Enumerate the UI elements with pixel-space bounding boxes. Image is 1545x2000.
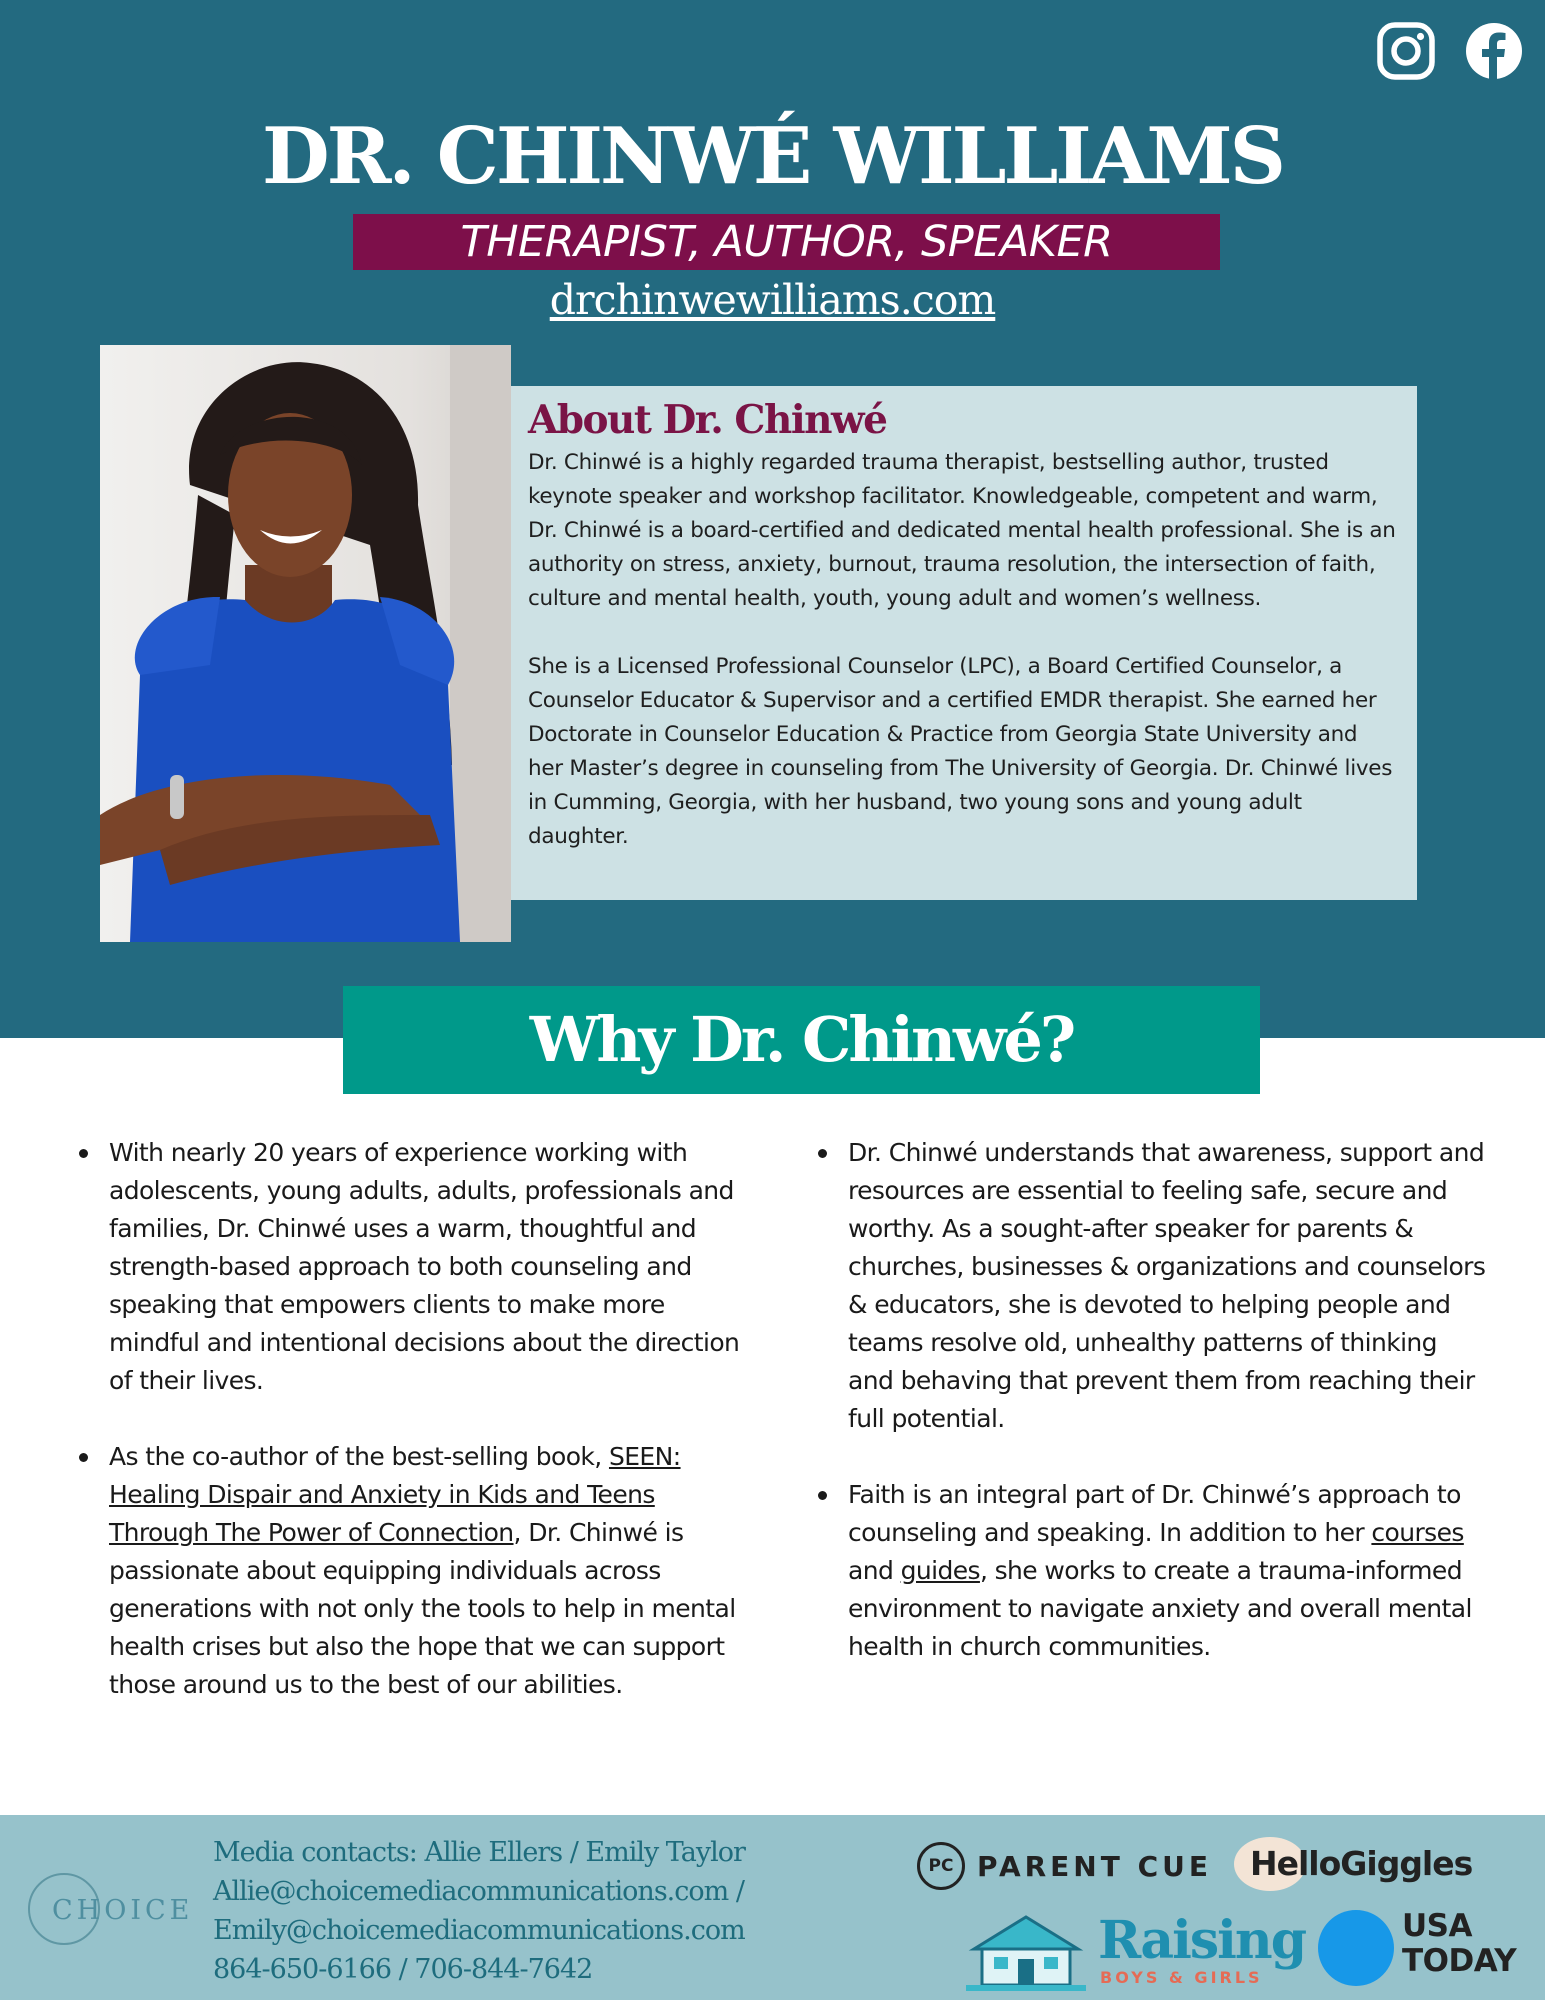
raising-boys-girls-logo: [966, 1910, 1306, 1993]
hellogiggles-text: HelloGiggles: [1250, 1844, 1473, 1883]
website-link-row: [0, 270, 1545, 330]
why-column-left: [77, 1134, 747, 1704]
contact-email[interactable]: Allie@choicemediacommunications.com /: [213, 1876, 744, 1907]
social-links: [1377, 22, 1523, 80]
about-heading: About Dr. Chinwé: [528, 397, 887, 443]
guides-link[interactable]: guides: [900, 1556, 980, 1585]
bullet-text: , Dr. Chinwé is passionate about equipping individuals across generations with not only the tools to help in mental health crises but also the hope that we can support those around us to the best of our abilities.: [109, 1518, 736, 1699]
parent-cue-mark: PC: [917, 1842, 965, 1890]
house-icon: [966, 1913, 1086, 1993]
courses-link[interactable]: courses: [1371, 1518, 1464, 1547]
raising-text: Raising: [1098, 1910, 1306, 1971]
usa-today-text: [1402, 1909, 1516, 1979]
instagram-icon[interactable]: [1377, 22, 1435, 80]
contact-phones: 864-650-6166 / 706-844-7642: [213, 1954, 593, 1985]
bullet-item: [816, 1476, 1486, 1666]
usa-today-logo: [1318, 1895, 1528, 1995]
about-paragraph: Dr. Chinwé is a highly regarded trauma therapist, bestselling author, trusted keynote speaker and workshop facilitator. Knowledgeable, competent and warm, Dr. Chinwé is a board-certified and dedicated mental health professional. She is an authority on stress, anxiety, burnout, trauma resolution, the intersection of faith, culture and mental health, youth, young adult and women’s wellness.: [528, 450, 1396, 611]
choice-logo: [28, 1857, 194, 1957]
usa-today-dot: [1318, 1910, 1394, 1986]
parent-cue-logo: [917, 1842, 1212, 1890]
parent-cue-text: PARENT CUE: [977, 1849, 1213, 1883]
tagline-banner: [353, 214, 1220, 270]
bullet-text: Faith is an integral part of Dr. Chinwé’s approach to counseling and speaking. In addition to her: [848, 1480, 1461, 1547]
portrait-photo: [100, 345, 511, 942]
usa-today-line: USA: [1402, 1908, 1472, 1944]
media-contacts: [213, 1833, 745, 1989]
contact-email[interactable]: Emily@choicemediacommunications.com: [213, 1915, 745, 1946]
why-heading: Why Dr. Chinwé?: [529, 1003, 1074, 1076]
bullet-item: [77, 1438, 747, 1704]
choice-logo-text: CHOICE: [52, 1895, 194, 1926]
book-link[interactable]: SEEN: Healing Dispair and Anxiety in Kids and Teens Through The Power of Connection: [109, 1442, 681, 1547]
bullet-item: With nearly 20 years of experience working with adolescents, young adults, adults, professionals and families, Dr. Chinwé uses a warm, thoughtful and strength-based approach to both counseling and speaking that empowers clients to make more mindful and intentional decisions about the direction of their lives.: [77, 1134, 747, 1400]
page-title: DR. CHINWÉ WILLIAMS: [262, 111, 1283, 202]
why-banner: [343, 986, 1260, 1094]
bullet-text: As the co-author of the best-selling book,: [109, 1442, 609, 1471]
facebook-icon[interactable]: [1465, 22, 1523, 80]
usa-today-line: TODAY: [1402, 1943, 1517, 1979]
about-section: [511, 386, 1417, 900]
raising-subtitle: BOYS & GIRLS: [1100, 1968, 1263, 1987]
tagline-text: THERAPIST, AUTHOR, SPEAKER: [460, 217, 1113, 267]
website-link[interactable]: drchinwewilliams.com: [549, 276, 996, 324]
why-column-right: [816, 1134, 1486, 1666]
contacts-names: Media contacts: Allie Ellers / Emily Taylor: [213, 1837, 745, 1868]
about-paragraph: She is a Licensed Professional Counselor (LPC), a Board Certified Counselor, a Counselor Educator & Supervisor and a certified EMDR therapist. She earned her Doctorate in Counselor Education & Practice from Georgia State University and her Master’s degree in counseling from The University of Georgia. Dr. Chinwé lives in Cumming, Georgia, with her husband, two young sons and young adult daughter.: [528, 654, 1393, 849]
hellogiggles-logo: [1232, 1835, 1472, 1893]
footer: [0, 1815, 1545, 2000]
bullet-item: Dr. Chinwé understands that awareness, support and resources are essential to feeling safe, secure and worthy. As a sought-after speaker for parents & churches, businesses & organizations and counselors & educators, she is devoted to helping people and teams resolve old, unhealthy patterns of thinking and behaving that prevent them from reaching their full potential.: [816, 1134, 1486, 1438]
bullet-text: , she works to create a trauma-informed environment to navigate anxiety and overall mental health in church communities.: [848, 1556, 1472, 1661]
bullet-text: and: [848, 1556, 901, 1585]
